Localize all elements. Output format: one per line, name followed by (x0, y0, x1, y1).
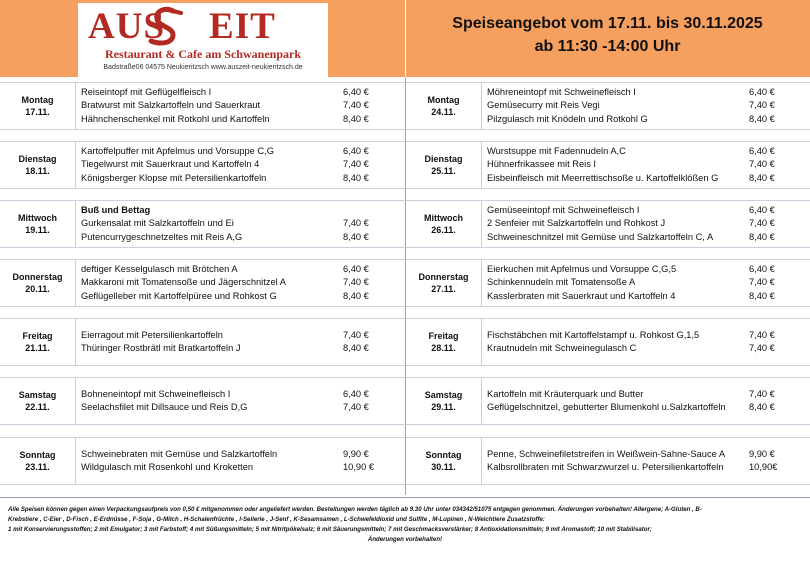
dish-name: Eierkuchen mit Apfelmus und Vorsuppe C,G,5 (487, 263, 677, 274)
dish-price: 6,40 € (343, 263, 369, 274)
dish-list (81, 86, 404, 127)
day-date: 23.11. (25, 462, 50, 472)
dish-name: Kartoffelpuffer mit Apfelmus und Vorsuppe C,G (81, 145, 274, 156)
day-label (406, 83, 482, 129)
dish-item (487, 204, 810, 218)
day-row (0, 141, 404, 189)
day-date: 24.11. (431, 107, 456, 117)
dish-name: Pilzgulasch mit Knödeln und Rotkohl G (487, 113, 648, 124)
dish-name: Fischstäbchen mit Kartoffelstampf u. Rohkost G,1,5 (487, 329, 700, 340)
dish-price: 7,40 € (343, 100, 369, 111)
day-label (406, 319, 482, 365)
dish-name: Penne, Schweinefiletstreifen in Weißwein-Sahne-Sauce A (487, 448, 726, 459)
dish-name: Wildgulasch mit Rosenkohl und Kroketten (81, 462, 254, 472)
dish-item (81, 329, 404, 343)
dish-price: 6,40 € (749, 86, 775, 97)
logo-subtitle: Restaurant & Cafe am Schwanenpark (105, 47, 301, 61)
day-label (0, 260, 76, 306)
dish-name: Kalbsrollbraten mit Schwarzwurzel u. Petersilienkartoffeln (487, 462, 724, 472)
dish-name: Buß und Bettag (81, 204, 151, 215)
day-label (0, 378, 76, 424)
footer-line: Krebstiere , C-Eier , D-Fisch , E-Erdnüsse , F-Soja , G-Milch , H-Schalenfrüchte , I-Sellerie , J-Senf , K-Sesamsamen , L-Schwefeldioxid und Sulfite , M-Lupinen , N-Weichtiere Zusatzstoffe: (8, 516, 545, 523)
day-date: 27.11. (431, 284, 456, 294)
dish-item (81, 290, 404, 304)
dish-name: Putencurrygeschnetzeltes mit Reis A,G (81, 231, 243, 242)
dish-name: Kartoffeln mit Kräuterquark und Butter (487, 388, 644, 399)
day-date: 17.11. (25, 107, 50, 117)
weekday-name: Donnerstag (12, 272, 63, 282)
dish-price: 8,40 € (343, 290, 369, 301)
weekday-name: Freitag (22, 331, 53, 341)
dish-list (81, 145, 404, 186)
dish-price: 6,40 € (343, 388, 369, 399)
swan-icon (143, 5, 189, 49)
day-label (0, 319, 76, 365)
day-row (406, 377, 810, 425)
dish-item (81, 99, 404, 113)
dish-price: 8,40 € (343, 172, 369, 183)
day-label (406, 438, 482, 484)
weekday-name: Samstag (424, 390, 463, 400)
dish-price: 8,40 € (749, 172, 775, 183)
dish-price: 7,40 € (343, 329, 369, 340)
day-row (406, 259, 810, 307)
day-date: 18.11. (25, 166, 50, 176)
footer-line: Änderungen vorbehalten! (367, 536, 443, 543)
day-label (0, 83, 76, 129)
dish-item (81, 276, 404, 290)
dish-price: 7,40 € (749, 277, 775, 288)
dish-name: Königsberger Klopse mit Petersilienkartoffeln (81, 172, 267, 183)
dish-name: Thüringer Rostbrätl mit Bratkartoffeln J (81, 343, 241, 353)
dish-item (487, 172, 810, 186)
day-row (0, 259, 404, 307)
dish-name: Schinkennudeln mit Tomatensoße A (487, 277, 636, 288)
day-date: 20.11. (25, 284, 50, 294)
dish-name: deftiger Kesselgulasch mit Brötchen A (81, 263, 238, 274)
dish-name: Reiseintopf mit Geflügelfleisch I (81, 86, 212, 97)
dish-list (487, 329, 810, 356)
weekday-name: Donnerstag (418, 272, 469, 282)
dish-item (81, 158, 404, 172)
dish-name: Gurkensalat mit Salzkartoffeln und Ei (81, 218, 234, 229)
day-row (0, 82, 404, 130)
menu-headline (405, 12, 810, 58)
dish-price: 7,40 € (749, 343, 775, 353)
dish-list (487, 204, 810, 245)
day-row (406, 318, 810, 366)
dish-item (487, 263, 810, 277)
dish-item (487, 231, 810, 245)
dish-price: 8,40 € (749, 231, 775, 242)
headline-times: ab 11:30 -14:00 Uhr (534, 38, 681, 55)
dish-item (81, 461, 404, 475)
footer-line: Alle Speisen können gegen einen Verpackungsaufpreis von 0,50 € mitgenommen oder angeliefert werden. Bestellungen werden täglich ab 9.30 Uhr unter 034342/51075 entgegen genommen. Änderungen vorbehalten! Allergene; A-Gluten , B- (8, 506, 702, 513)
dish-item (81, 448, 404, 462)
dish-price: 6,40 € (749, 263, 775, 274)
dish-name: Gemüseeintopf mit Schweinefleisch I (487, 204, 640, 215)
footer-line: 1 mit Konservierungsstoffen; 2 mit Emulgator; 3 mit Farbstoff; 4 mit Süßungsmitteln; 5 mit Nitritpökelsalz; 6 mit Säuerungsmitteln; 7 mit Geschmacksverstärker; 8 Antioxidationsmitteln; 9 mit Aromastoff; 10 mit Stabilisator; (8, 526, 652, 533)
day-row (406, 200, 810, 248)
dish-name: Wurstsuppe mit Fadennudeln A,C (487, 145, 626, 156)
day-label (0, 142, 76, 188)
dish-item (487, 276, 810, 290)
day-row (0, 437, 404, 485)
weekday-name: Montag (427, 95, 460, 105)
restaurant-logo (78, 3, 328, 77)
dish-list (81, 263, 404, 304)
dish-list (487, 388, 810, 415)
dish-list (81, 448, 404, 475)
dish-item (487, 342, 810, 356)
day-label (406, 142, 482, 188)
day-date: 28.11. (431, 343, 456, 353)
weekday-name: Samstag (18, 390, 57, 400)
dish-item (81, 342, 404, 356)
dish-item (487, 113, 810, 127)
dish-name: Möhreneintopf mit Schweinefleisch I (487, 86, 636, 97)
dish-item (81, 113, 404, 127)
dish-name: Eierragout mit Petersilienkartoffeln (81, 329, 223, 340)
day-label (0, 438, 76, 484)
dish-name: Krautnudeln mit Schweinegulasch C (487, 343, 637, 353)
dish-name: Geflügelschnitzel, gebutterter Blumenkohl u.Salzkartoffeln (487, 402, 726, 412)
dish-item (487, 86, 810, 100)
day-date: 22.11. (25, 402, 50, 412)
weekday-name: Mittwoch (424, 213, 463, 223)
day-date: 26.11. (431, 225, 456, 235)
dish-item (487, 290, 810, 304)
dish-price: 8,40 € (749, 290, 775, 301)
headline-dates: Speiseangebot vom 17.11. bis 30.11.2025 (452, 15, 763, 32)
dish-name: Kasslerbraten mit Sauerkraut und Kartoffeln 4 (487, 290, 676, 301)
dish-price: 7,40 € (343, 159, 369, 170)
dish-price: 10,90 € (343, 462, 375, 472)
weekday-name: Mittwoch (18, 213, 57, 223)
logo-address: Badstraße06 04575 Neukieritzsch www.auszeit-neukieritzsch.de (103, 64, 303, 71)
dish-price: 6,40 € (343, 86, 369, 97)
dish-name: Seelachsfilet mit Dillsauce und Reis D,G (81, 402, 248, 412)
dish-price: 7,40 € (749, 100, 775, 111)
dish-price: 7,40 € (343, 277, 369, 288)
day-date: 30.11. (431, 462, 456, 472)
dish-name: Bratwurst mit Salzkartoffeln und Sauerkraut (81, 100, 261, 111)
dish-price: 8,40 € (749, 113, 775, 124)
header-left-panel (0, 0, 405, 77)
dish-list (81, 388, 404, 415)
dish-name: Hähnchenschenkel mit Rotkohl und Kartoffeln (81, 113, 270, 124)
dish-price: 7,40 € (343, 402, 369, 412)
dish-item (81, 172, 404, 186)
day-label (406, 378, 482, 424)
dish-list (487, 263, 810, 304)
day-label (406, 201, 482, 247)
dish-list (81, 329, 404, 356)
dish-price: 8,40 € (749, 402, 775, 412)
dish-item (81, 231, 404, 245)
dish-price: 9,90 € (749, 448, 775, 459)
dish-price: 7,40 € (749, 159, 775, 170)
day-row (406, 82, 810, 130)
dish-item (81, 263, 404, 277)
weekday-name: Dienstag (18, 154, 57, 164)
weekday-name: Sonntag (425, 450, 462, 460)
day-row (0, 318, 404, 366)
dish-name: Hühnerfrikassee mit Reis I (487, 159, 597, 170)
dish-price: 7,40 € (343, 218, 369, 229)
logo-word-left: AUS (88, 6, 166, 47)
dish-price: 9,90 € (343, 448, 369, 459)
dish-list (487, 86, 810, 127)
dish-name: Gemüsecurry mit Reis Vegi (487, 100, 600, 111)
dish-list (487, 448, 810, 475)
day-row (0, 200, 404, 248)
day-row (0, 377, 404, 425)
weekday-name: Sonntag (19, 450, 56, 460)
dish-name: Bohneneintopf mit Schweinefleisch I (81, 388, 231, 399)
day-date: 19.11. (25, 225, 50, 235)
dish-name: Geflügelleber mit Kartoffelpüree und Rohkost G (81, 290, 277, 301)
dish-item (487, 145, 810, 159)
dish-list (487, 145, 810, 186)
dish-name: 2 Senfeier mit Salzkartoffeln und Rohkost J (487, 218, 666, 229)
dish-item (81, 388, 404, 402)
dish-item (81, 204, 404, 218)
weekday-name: Dienstag (424, 154, 463, 164)
dish-item (81, 401, 404, 415)
dish-item (487, 448, 810, 462)
dish-price: 6,40 € (749, 204, 775, 215)
dish-price: 7,40 € (749, 388, 775, 399)
day-label (0, 201, 76, 247)
dish-price: 8,40 € (343, 343, 369, 353)
dish-price: 8,40 € (343, 113, 369, 124)
dish-item (487, 461, 810, 475)
dish-name: Eisbeinfleisch mit Meerrettischsoße u. Kartoffelklößen G (487, 172, 719, 183)
day-date: 21.11. (25, 343, 50, 353)
dish-item (487, 329, 810, 343)
dish-item (487, 158, 810, 172)
logo-word-right: EIT (209, 6, 276, 47)
dish-price: 7,40 € (749, 218, 775, 229)
dish-item (81, 217, 404, 231)
dish-item (487, 401, 810, 415)
dish-item (487, 99, 810, 113)
footer-notes (0, 497, 810, 565)
dish-name: Makkaroni mit Tomatensoße und Jägerschnitzel A (81, 277, 286, 288)
weekday-name: Freitag (428, 331, 459, 341)
dish-price: 8,40 € (343, 231, 369, 242)
dish-name: Tiegelwurst mit Sauerkraut und Kartoffeln 4 (81, 159, 260, 170)
day-date: 29.11. (431, 402, 456, 412)
weekday-name: Montag (21, 95, 54, 105)
dish-list (81, 204, 404, 245)
dish-price: 6,40 € (343, 145, 369, 156)
dish-item (487, 388, 810, 402)
day-date: 25.11. (431, 166, 456, 176)
day-row (406, 141, 810, 189)
dish-price: 10,90€ (749, 462, 778, 472)
day-row (406, 437, 810, 485)
dish-name: Schweinebraten mit Gemüse und Salzkartoffeln (81, 448, 278, 459)
dish-item (487, 217, 810, 231)
dish-item (81, 145, 404, 159)
dish-price: 7,40 € (749, 329, 775, 340)
dish-item (81, 86, 404, 100)
dish-price: 6,40 € (749, 145, 775, 156)
day-label (406, 260, 482, 306)
dish-name: Schweineschnitzel mit Gemüse und Salzkartoffeln C, A (487, 231, 714, 242)
